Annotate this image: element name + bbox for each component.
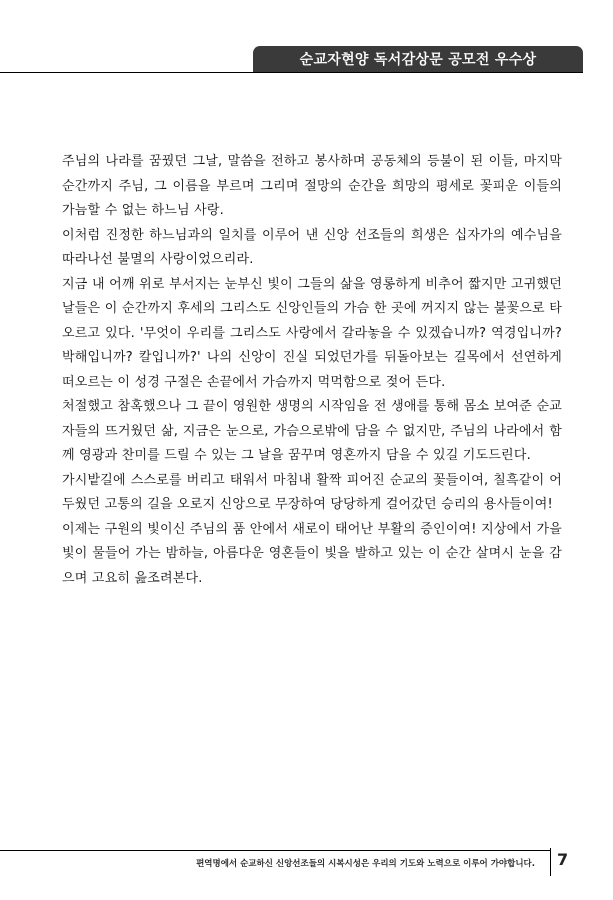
header-bar [0,46,583,73]
footer-rule [0,850,550,851]
footer-separator [550,848,551,876]
paragraph: 이처럼 진정한 하느님과의 일치를 이루어 낸 신앙 선조들의 희생은 십자가의 예수님을 따라나선 불멸의 사랑이었으리라. [62,227,562,267]
header-title: 순교자현양 독서감상문 공모전 우수상 [299,52,537,68]
page-number: 7 [557,850,569,869]
footer-caption: 편역명에서 순교하신 신앙선조들의 시복시성은 우리의 기도와 노력으로 이루어 가야합니다. [196,859,535,869]
paragraph: 가시밭길에 스스로를 버리고 태워서 마침내 활짝 피어진 순교의 꽃들이여, 칠흑같이 어두웠던 고통의 길을 오로지 신앙으로 무장하여 당당하게 걸어갔던 승리의 용사들이여! [62,472,562,512]
paragraph: 지금 내 어깨 위로 부서지는 눈부신 빛이 그들의 삶을 영롱하게 비추어 짧지만 고귀했던 날들은 이 순간까지 후세의 그리스도 신앙인들의 가슴 한 곳에 꺼지지 않는 불꽃으로 타오르고 있다. '무엇이 우리를 그리스도 사랑에서 갈라놓을 수 있겠습니까? 역경입니까? 박해입니까? 칼입니까?' 나의 신앙이 진실 되었던가를 뒤돌아보는 길목에서 선연하게 떠오르는 이 성경 구절은 손끝에서 가슴까지 먹먹함으로 젖어 든다. [62,276,562,390]
header-title-badge [253,46,583,72]
paragraph: 이제는 구원의 빛이신 주님의 품 안에서 새로이 태어난 부활의 증인이여! 지상에서 가을빛이 물들어 가는 밤하늘, 아름다운 영혼들이 빛을 발하고 있는 이 순간 살며시 눈을 감으며 고요히 읊조려본다. [62,521,562,586]
paragraph: 처절했고 참혹했으나 그 끝이 영원한 생명의 시작임을 전 생애를 통해 몸소 보여준 순교자들의 뜨거웠던 삶, 지금은 눈으로, 가슴으로밖에 담을 수 없지만, 주님의 나라에서 함께 영광과 찬미를 드릴 수 있는 그 날을 꿈꾸며 영혼까지 담을 수 있길 기도드린다. [62,399,562,463]
paragraph: 주님의 나라를 꿈꿨던 그날, 말씀을 전하고 봉사하며 공동체의 등불이 된 이들, 마지막 순간까지 주님, 그 이름을 부르며 그리며 절망의 순간을 희망의 평세로 꽃피운 이들의 가늠할 수 없는 하느님 사랑. [62,154,562,218]
body-text [62,150,562,591]
